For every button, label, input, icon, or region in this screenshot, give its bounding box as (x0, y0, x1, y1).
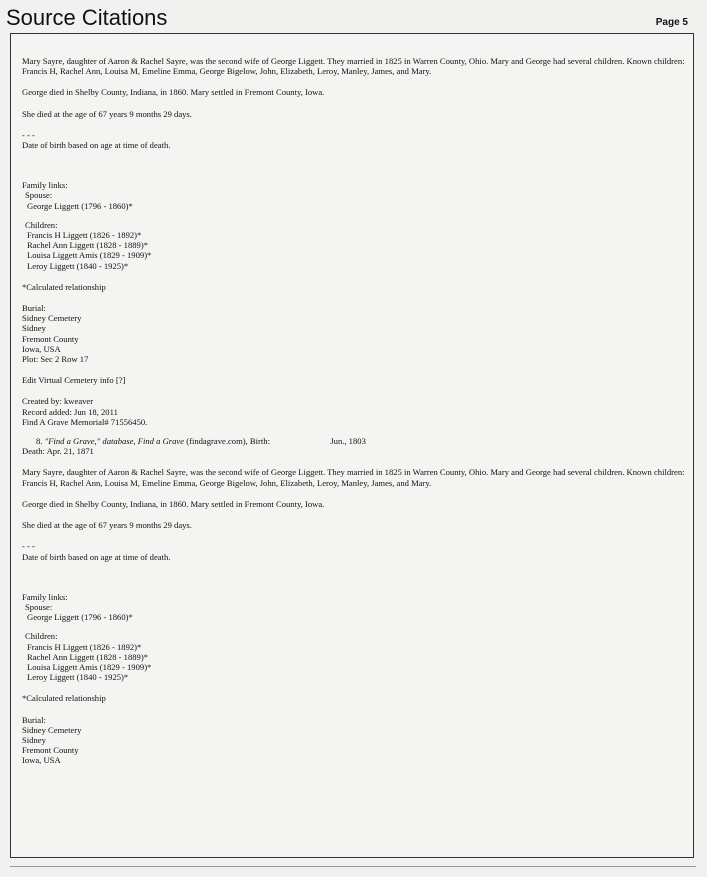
record-added: Record added: Jun 18, 2011 (22, 406, 118, 417)
separator: - - - (22, 129, 35, 140)
spouse-link[interactable]: George Liggett (1796 - 1860)* (27, 200, 133, 211)
burial-line: Sidney Cemetery (22, 313, 82, 324)
created-by: Created by: kweaver (22, 396, 94, 407)
child-link[interactable]: Rachel Ann Liggett (1828 - 1889)* (27, 651, 149, 662)
child-link[interactable]: Francis H Liggett (1826 - 1892)* (27, 641, 142, 652)
death-date: Death: Apr. 21, 1871 (22, 446, 94, 457)
page-number: Page 5 (655, 17, 688, 28)
death-place: George died in Shelby County, Indiana, in 1860. Mary settled in Fremont County, Iowa. (22, 87, 325, 98)
burial-label: Burial: (22, 714, 46, 725)
child-link[interactable]: Leroy Liggett (1840 - 1925)* (27, 672, 129, 683)
burial-line: Iowa, USA (22, 755, 61, 766)
burial-line: Sidney (22, 734, 46, 745)
calculated-note: *Calculated relationship (22, 693, 106, 704)
burial-line: Sidney Cemetery (22, 724, 82, 735)
dob-note: Date of birth based on age at time of death. (22, 551, 171, 562)
burial-line: Iowa, USA (22, 343, 61, 354)
citations-content (22, 56, 686, 766)
page-title: Source Citations (6, 5, 168, 30)
family-links-label: Family links: (22, 591, 68, 602)
bio-paragraph: Mary Sayre, daughter of Aaron & Rachel Sayre, was the second wife of George Liggett. They married in 1825 in Warren County, Ohio. Mary and George had several children. Known children: Francis H, Rachel Ann, Louisa M, Emeline Emma, George Bigelow, John, Elizabeth, Leroy, Manley, James, and Mary. (22, 56, 685, 77)
citation-number: 8. (36, 436, 43, 447)
page-header (6, 4, 696, 32)
burial-line: Sidney (22, 323, 46, 334)
spouse-label: Spouse: (25, 190, 53, 201)
child-link[interactable]: Rachel Ann Liggett (1828 - 1889)* (27, 240, 149, 251)
calculated-note: *Calculated relationship (22, 281, 106, 292)
child-link[interactable]: Francis H Liggett (1826 - 1892)* (27, 230, 142, 241)
citation-block-1 (22, 56, 686, 427)
citation-header (22, 436, 686, 446)
spouse-label: Spouse: (25, 601, 53, 612)
children-label: Children: (25, 631, 58, 642)
age-at-death: She died at the age of 67 years 9 months 29 days. (22, 108, 192, 119)
family-links-label: Family links: (22, 180, 68, 191)
citation-birth: Jun., 1803 (330, 436, 366, 447)
bio-paragraph: Mary Sayre, daughter of Aaron & Rachel Sayre, was the second wife of George Liggett. They married in 1825 in Warren County, Ohio. Mary and George had several children. Known children: Francis H, Rachel Ann, Louisa M, Emeline Emma, George Bigelow, John, Elizabeth, Leroy, Manley, James, and Mary. (22, 467, 685, 488)
child-link[interactable]: Leroy Liggett (1840 - 1925)* (27, 260, 129, 271)
edit-cemetery-link[interactable]: Edit Virtual Cemetery info [?] (22, 375, 126, 386)
bottom-rule (10, 866, 696, 867)
child-link[interactable]: Louisa Liggett Amis (1829 - 1909)* (27, 250, 152, 261)
dob-note: Date of birth based on age at time of death. (22, 140, 171, 151)
burial-line: Fremont County (22, 745, 79, 756)
burial-line: Fremont County (22, 333, 79, 344)
children-label: Children: (25, 219, 58, 230)
citation-source: (findagrave.com), Birth: (186, 436, 270, 447)
citation-block-2 (22, 436, 686, 765)
age-at-death: She died at the age of 67 years 9 months 29 days. (22, 520, 192, 531)
burial-label: Burial: (22, 303, 46, 314)
death-place: George died in Shelby County, Indiana, in 1860. Mary settled in Fremont County, Iowa. (22, 498, 325, 509)
burial-plot: Plot: Sec 2 Row 17 (22, 354, 89, 365)
separator: - - - (22, 541, 35, 552)
memorial-number: Find A Grave Memorial# 71556450. (22, 416, 148, 427)
child-link[interactable]: Louisa Liggett Amis (1829 - 1909)* (27, 661, 152, 672)
citation-title: "Find a Grave," database, Find a Grave (44, 436, 185, 447)
spouse-link[interactable]: George Liggett (1796 - 1860)* (27, 612, 133, 623)
